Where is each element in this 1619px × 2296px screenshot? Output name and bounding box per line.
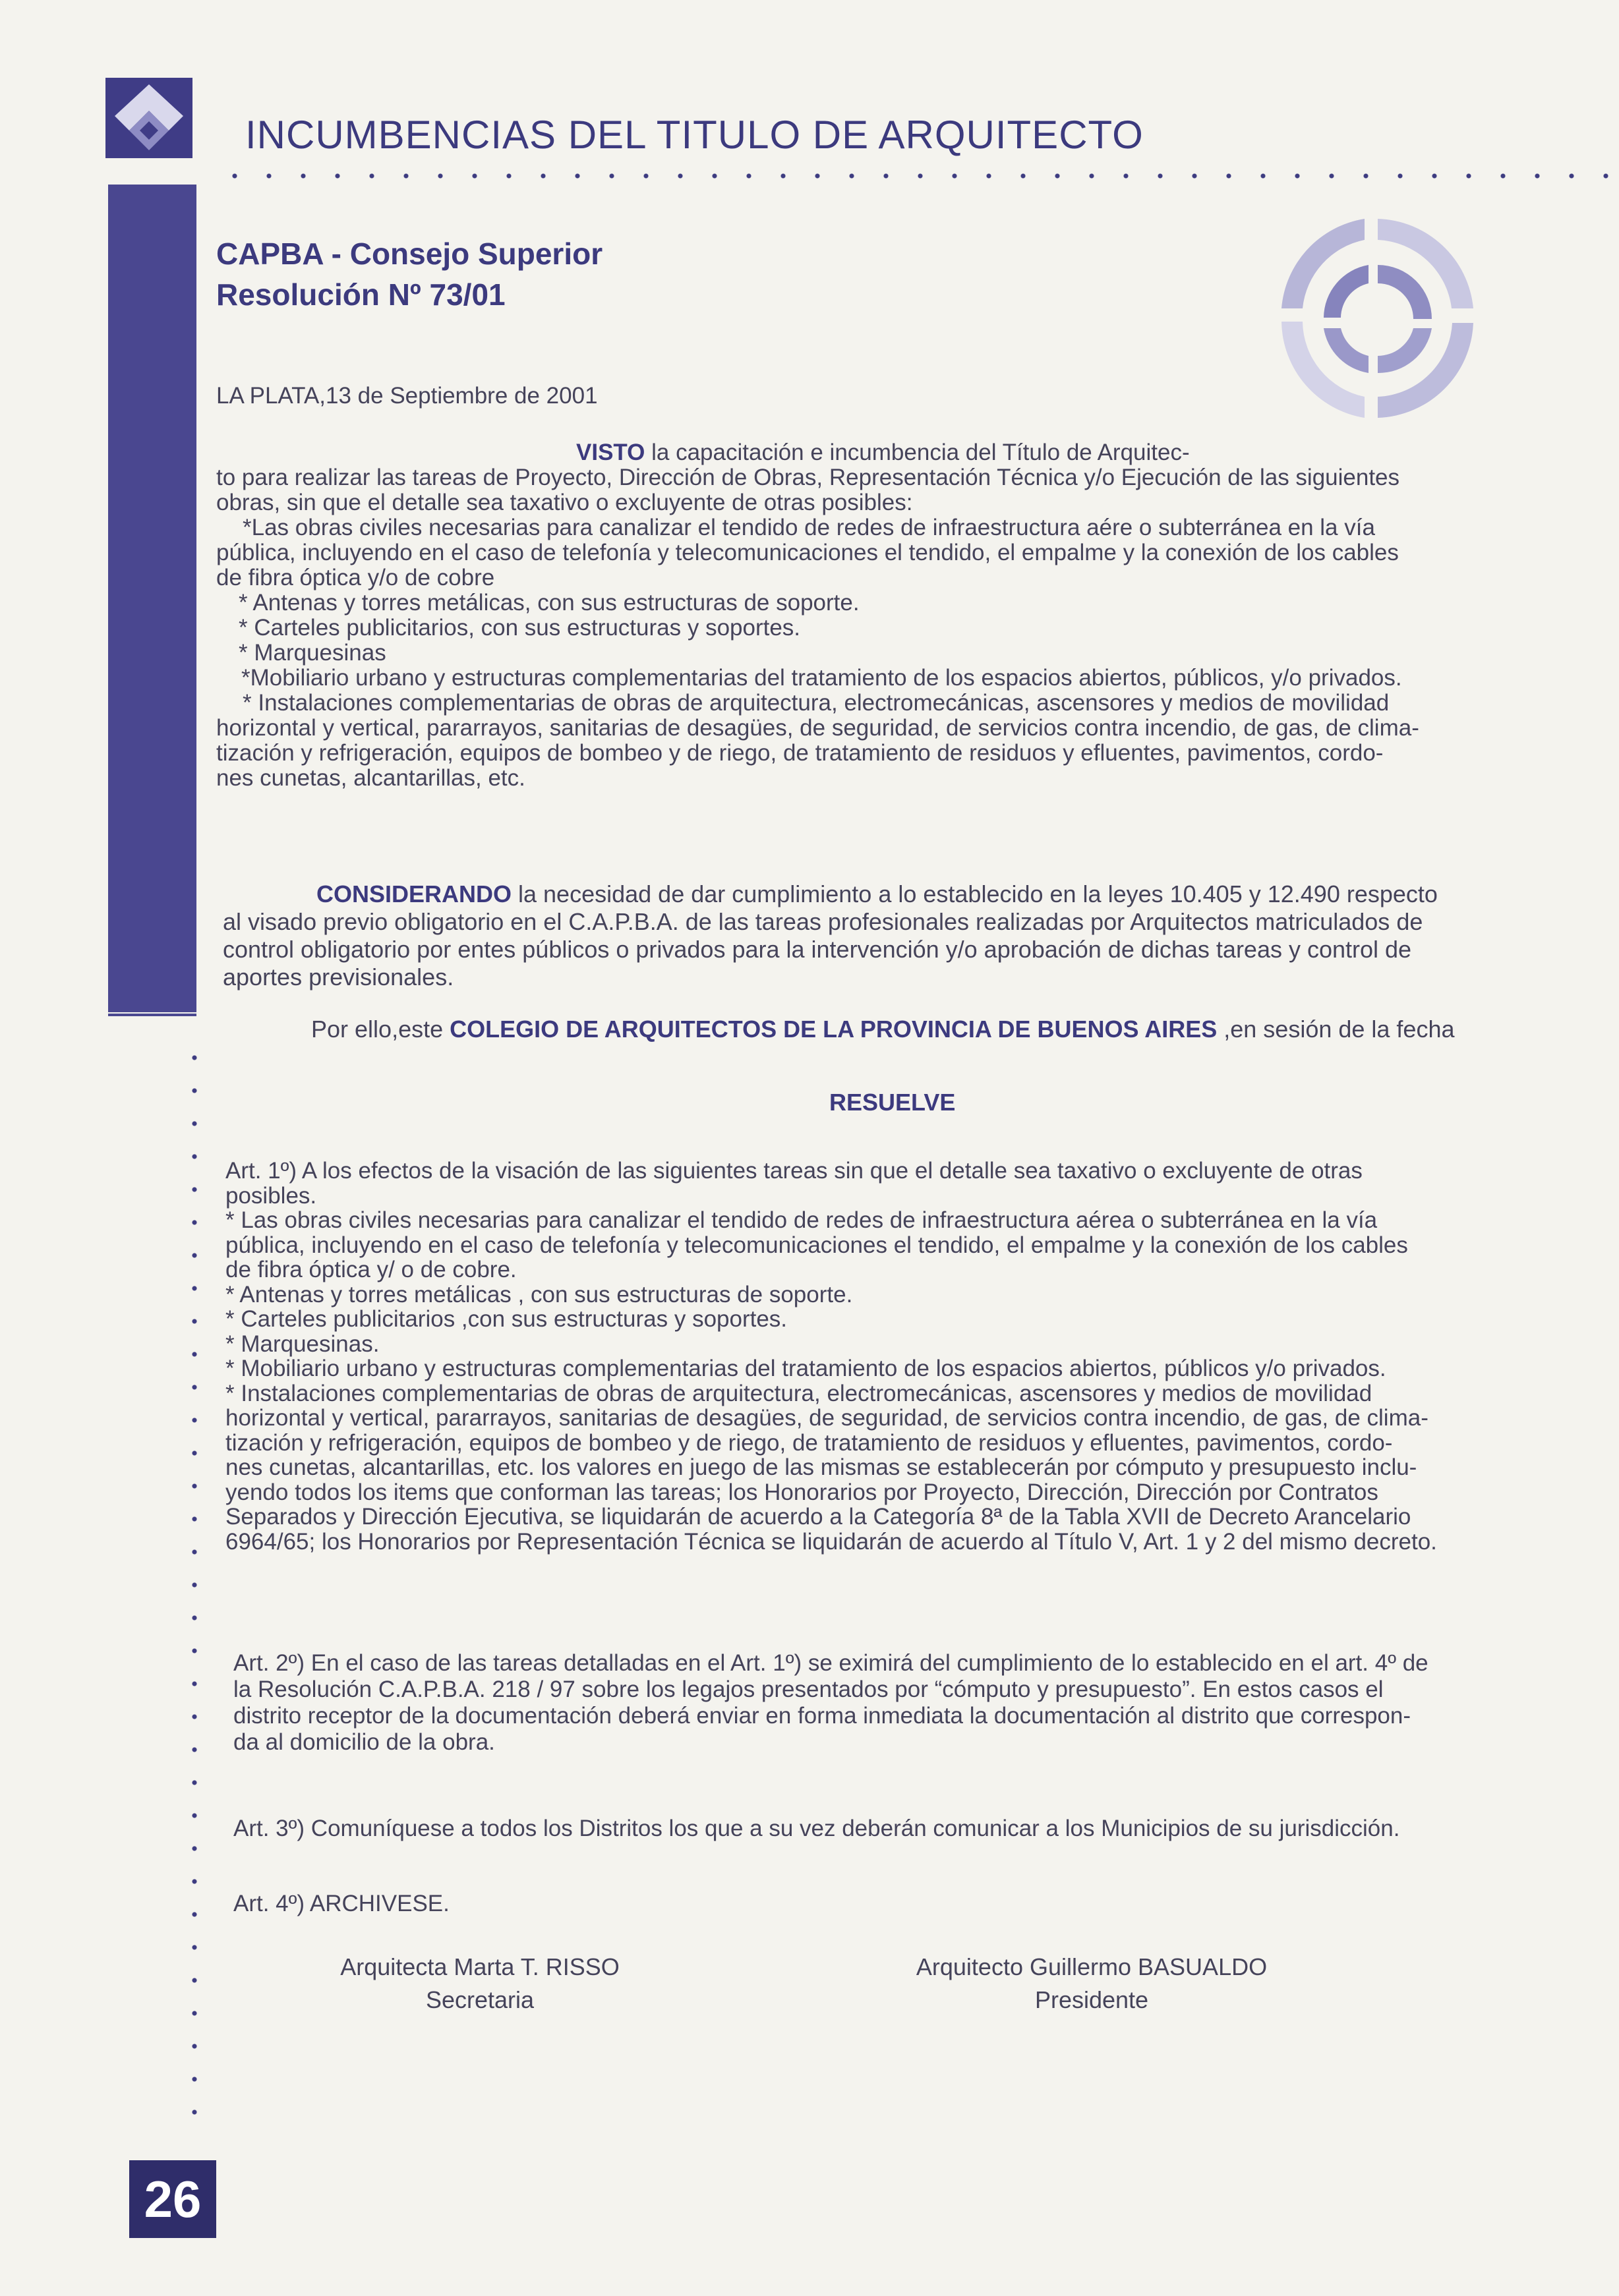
article-3: Art. 3º) Comuníquese a todos los Distritos los que a su vez deberán comunicar a los Municipios de su jurisdicción. (233, 1816, 1400, 1841)
article-1-line: yendo todos los items que conforman las tareas; los Honorarios por Proyecto, Dirección, Dirección por Contratos (225, 1479, 1378, 1505)
visto-line: horizontal y vertical, pararrayos, sanitarias de desagües, de seguridad, de servicios contra incendio, de gas, de clima- (216, 715, 1419, 741)
heading-resolution: Resolución Nº 73/01 (216, 277, 506, 312)
visto-line: * Marquesinas (239, 640, 386, 666)
visto-line: * Instalaciones complementarias de obras de arquitectura, electromecánicas, ascensores y medios de movilidad (243, 690, 1390, 716)
arrow-emblem-icon (105, 78, 192, 158)
date-line: LA PLATA,13 de Septiembre de 2001 (216, 383, 598, 409)
heading-organization: CAPBA - Consejo Superior (216, 237, 603, 271)
signature-name: Arquitecto Guillermo BASUALDO (916, 1953, 1268, 1980)
signature-presidente (887, 1951, 1296, 2017)
signature-secretaria (309, 1951, 651, 2017)
visto-keyword: VISTO (576, 440, 645, 465)
visto-line: nes cunetas, alcantarillas, etc. (216, 765, 525, 791)
article-2-line: distrito receptor de la documentación deberá enviar en forma inmediata la documentación al distrito que correspon- (233, 1703, 1411, 1729)
article-1-line: * Marquesinas. (225, 1331, 380, 1357)
considerando-line: aportes previsionales. (223, 963, 454, 990)
article-1-line: pública, incluyendo en el caso de telefonía y telecomunicaciones el tendido, el empalme y la conexión de los cables (225, 1232, 1408, 1258)
article-1-line: * Mobiliario urbano y estructuras complementarias del tratamiento de los espacios abiertos, públicos y/o privados. (225, 1356, 1386, 1381)
por-ello-line (311, 1017, 1455, 1042)
article-2-line: la Resolución C.A.P.B.A. 218 / 97 sobre los legajos presentados por “cómputo y presupuesto”. En estos casos el (233, 1677, 1384, 1702)
visto-line: *Las obras civiles necesarias para canalizar el tendido de redes de infraestructura aére o subterránea en la vía (243, 515, 1375, 540)
colegio-name: COLEGIO DE ARQUITECTOS DE LA PROVINCIA DE BUENOS AIRES (450, 1016, 1218, 1043)
article-1-line: Separados y Dirección Ejecutiva, se liquidarán de acuerdo a la Categoría 8ª de la Tabla XVII de Decreto Arancelario (225, 1504, 1411, 1530)
article-1-line: horizontal y vertical, pararrayos, sanitarias de desagües, de seguridad, de servicios contra incendio, de gas, de clima- (225, 1405, 1428, 1431)
resuelve-heading: RESUELVE (829, 1089, 956, 1116)
article-1-line: Art. 1º) A los efectos de la visación de las siguientes tareas sin que el detalle sea taxativo o excluyente de otras (225, 1158, 1363, 1184)
considerando-keyword: CONSIDERANDO (316, 880, 512, 907)
article-1-line: * Instalaciones complementarias de obras de arquitectura, electromecánicas, ascensores y medios de movilidad (225, 1380, 1372, 1406)
article-1 (225, 1159, 1437, 1554)
signature-role: Presidente (1034, 1986, 1149, 2013)
side-bar-stripes (108, 1002, 196, 1019)
visto-line: * Carteles publicitarios, con sus estructuras y soportes. (239, 615, 801, 641)
considerando-first-line: la necesidad de dar cumplimiento a lo establecido en la leyes 10.405 y 12.490 respecto (512, 880, 1438, 907)
circular-swirl-emblem-icon (1272, 210, 1483, 427)
side-bar (108, 185, 196, 1012)
article-1-line: de fibra óptica y/ o de cobre. (225, 1257, 517, 1282)
article-2 (233, 1650, 1428, 1756)
article-4: Art. 4º) ARCHIVESE. (233, 1891, 450, 1916)
considerando-line: al visado previo obligatorio en el C.A.P.B.A. de las tareas profesionales realizadas por Arquitectos matriculados de (223, 908, 1423, 935)
por-ello-suffix: ,en sesión de la fecha (1217, 1016, 1455, 1043)
considerando-paragraph (223, 880, 1438, 991)
considerando-line: control obligatorio por entes públicos o privados para la intervención y/o aprobación de dichas tareas y control de (223, 936, 1412, 963)
page-number: 26 (129, 2160, 216, 2238)
header-dotted-rule (218, 173, 1608, 179)
visto-line: to para realizar las tareas de Proyecto, Dirección de Obras, Representación Técnica y/o Ejecución de las siguientes (216, 465, 1400, 490)
header-title: INCUMBENCIAS DEL TITULO DE ARQUITECTO (245, 113, 1144, 157)
signature-role: Secretaria (425, 1986, 535, 2013)
article-2-line: Art. 2º) En el caso de las tareas detalladas en el Art. 1º) se eximirá del cumplimiento de lo establecido en el art. 4º de (233, 1650, 1428, 1676)
side-dotted-rule (191, 1041, 198, 2129)
article-1-line: posibles. (225, 1182, 317, 1209)
visto-line: de fibra óptica y/o de cobre (216, 565, 495, 590)
signature-name: Arquitecta Marta T. RISSO (340, 1953, 620, 1980)
visto-line: obras, sin que el detalle sea taxativo o excluyente de otras posibles: (216, 490, 913, 515)
article-1-line: * Antenas y torres metálicas , con sus estructuras de soporte. (225, 1281, 853, 1307)
article-1-line: nes cunetas, alcantarillas, etc. los valores en juego de las mismas se establecerán por cómputo y presupuesto inclu- (225, 1454, 1417, 1480)
visto-first-line: la capacitación e incumbencia del Título de Arquitec- (645, 440, 1190, 465)
visto-line: pública, incluyendo en el caso de telefonía y telecomunicaciones el tendido, el empalme y la conexión de los cables (216, 540, 1399, 565)
article-1-line: * Las obras civiles necesarias para canalizar el tendido de redes de infraestructura aérea o subterránea en la vía (225, 1207, 1378, 1233)
visto-line: * Antenas y torres metálicas, con sus estructuras de soporte. (239, 590, 860, 616)
visto-line: *Mobiliario urbano y estructuras complementarias del tratamiento de los espacios abiertos, públicos, y/o privados. (241, 665, 1402, 691)
por-ello-prefix: Por ello,este (311, 1016, 450, 1043)
visto-paragraph (216, 440, 1419, 791)
article-1-line: * Carteles publicitarios ,con sus estructuras y soportes. (225, 1306, 788, 1332)
article-1-line: tización y refrigeración, equipos de bombeo y de riego, de tratamiento de residuos y efluentes, pavimentos, cordo- (225, 1429, 1393, 1456)
article-2-line: da al domicilio de la obra. (233, 1729, 495, 1755)
article-1-line: 6964/65; los Honorarios por Representación Técnica se liquidarán de acuerdo al Título V, Art. 1 y 2 del mismo decreto. (225, 1528, 1437, 1555)
visto-line: tización y refrigeración, equipos de bombeo y de riego, de tratamiento de residuos y efluentes, pavimentos, cordo- (216, 740, 1384, 766)
